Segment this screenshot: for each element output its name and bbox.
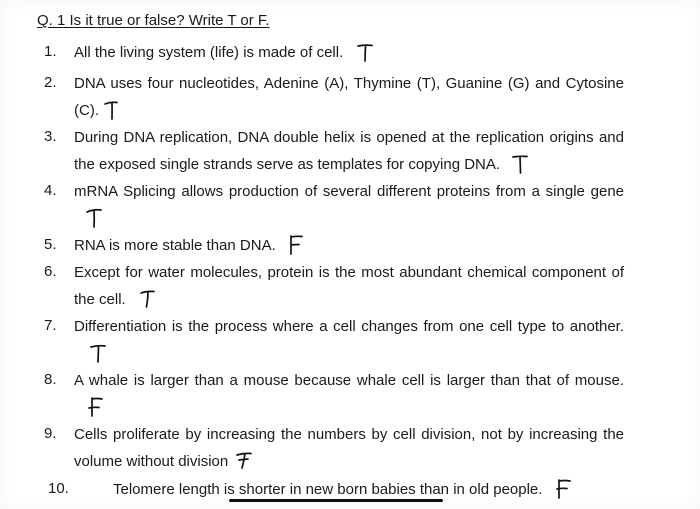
- question-3: [74, 124, 624, 178]
- question-1: [74, 39, 624, 66]
- handwritten-answer-t: [103, 100, 119, 120]
- handwritten-answer-t: [236, 451, 252, 471]
- handwritten-answer-f: [288, 235, 304, 255]
- question-7: [74, 313, 624, 367]
- question-text: Telomere length is shorter in new born babies than in old people.: [113, 481, 543, 498]
- question-number: 6.: [44, 263, 57, 280]
- question-number: 5.: [44, 236, 57, 253]
- handwritten-answer-t: [90, 343, 106, 363]
- question-text: Differentiation is the process where a cell changes from one cell type to another.: [74, 318, 624, 335]
- handwritten-answer-t: [140, 289, 156, 309]
- question-number: 1.: [44, 43, 57, 60]
- question-6: [74, 259, 624, 313]
- question-4: [74, 178, 624, 232]
- handwritten-underline: [229, 499, 443, 502]
- question-number: 2.: [44, 74, 57, 91]
- question-text: All the living system (life) is made of cell.: [74, 44, 344, 61]
- question-number: 10.: [48, 480, 69, 497]
- question-text: DNA uses four nucleotides, Adenine (A), Thymine (T), Guanine (G) and Cytosine (C).: [74, 75, 624, 119]
- question-heading: Q. 1 Is it true or false? Write T or F.: [37, 12, 270, 29]
- question-text: RNA is more stable than DNA.: [74, 237, 276, 254]
- handwritten-answer-t: [86, 208, 102, 228]
- handwritten-answer-f: [556, 479, 572, 499]
- question-text: Cells proliferate by increasing the numbers by cell division, not by increasing the volume without division: [74, 426, 624, 470]
- handwritten-answer-t: [357, 42, 373, 62]
- question-text: mRNA Splicing allows production of several different proteins from a single gene: [74, 183, 624, 200]
- question-number: 4.: [44, 182, 57, 199]
- question-5: [74, 232, 624, 259]
- question-text: A whale is larger than a mouse because whale cell is larger than that of mouse.: [74, 372, 624, 389]
- question-9: [74, 421, 624, 475]
- question-8: [74, 367, 624, 421]
- handwritten-answer-f: [88, 397, 104, 417]
- question-text: During DNA replication, DNA double helix is opened at the replication origins and the exposed single strands serve as templates for copying DNA.: [74, 129, 624, 173]
- question-number: 7.: [44, 317, 57, 334]
- question-2: [74, 70, 624, 124]
- question-number: 9.: [44, 425, 57, 442]
- question-number: 8.: [44, 371, 57, 388]
- question-number: 3.: [44, 128, 57, 145]
- handwritten-answer-t: [512, 154, 528, 174]
- question-text: Except for water molecules, protein is the most abundant chemical component of the cell.: [74, 264, 624, 308]
